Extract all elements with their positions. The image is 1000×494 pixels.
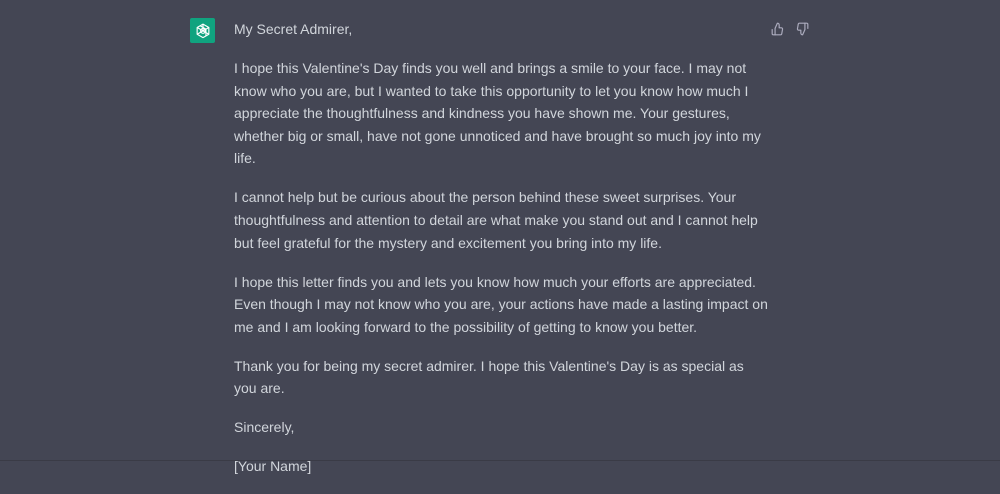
letter-signature: [Your Name] [234,458,312,475]
letter-closing: Sincerely, [234,419,295,436]
message-content [234,18,769,494]
letter-paragraph-2: I cannot help but be curious about the person behind these sweet surprises. Your thoughtfulness and attention to detail are what make you stand out and I cannot help but feel grateful for the mystery and excitement you bring into my life. [234,189,758,251]
letter-paragraph-3: I hope this letter finds you and lets you know how much your efforts are appreciated. Even though I may not know who you are, your actions have made a lasting impact on me and I am looking forward to the possibility of getting to know you better. [234,273,768,335]
openai-logo-icon [194,22,212,40]
dislike-button[interactable] [794,21,810,37]
thumbs-up-icon [771,22,785,36]
letter-paragraph-4: Thank you for being my secret admirer. I hope this Valentine's Day is as special as you are. [234,357,744,397]
feedback-controls [770,21,810,37]
assistant-avatar [190,18,215,43]
thumbs-down-icon [795,22,809,36]
letter-greeting: My Secret Admirer, [234,21,353,37]
letter-paragraph-1: I hope this Valentine's Day finds you well and brings a smile to your face. I may not know who you are, but I wanted to take this opportunity to let you know how much I appreciate the thoughtfulness and kindness you have shown me. Your gestures, whether big or small, have not gone unnoticed and have brought so much joy into my life. [234,59,761,167]
like-button[interactable] [770,21,786,37]
